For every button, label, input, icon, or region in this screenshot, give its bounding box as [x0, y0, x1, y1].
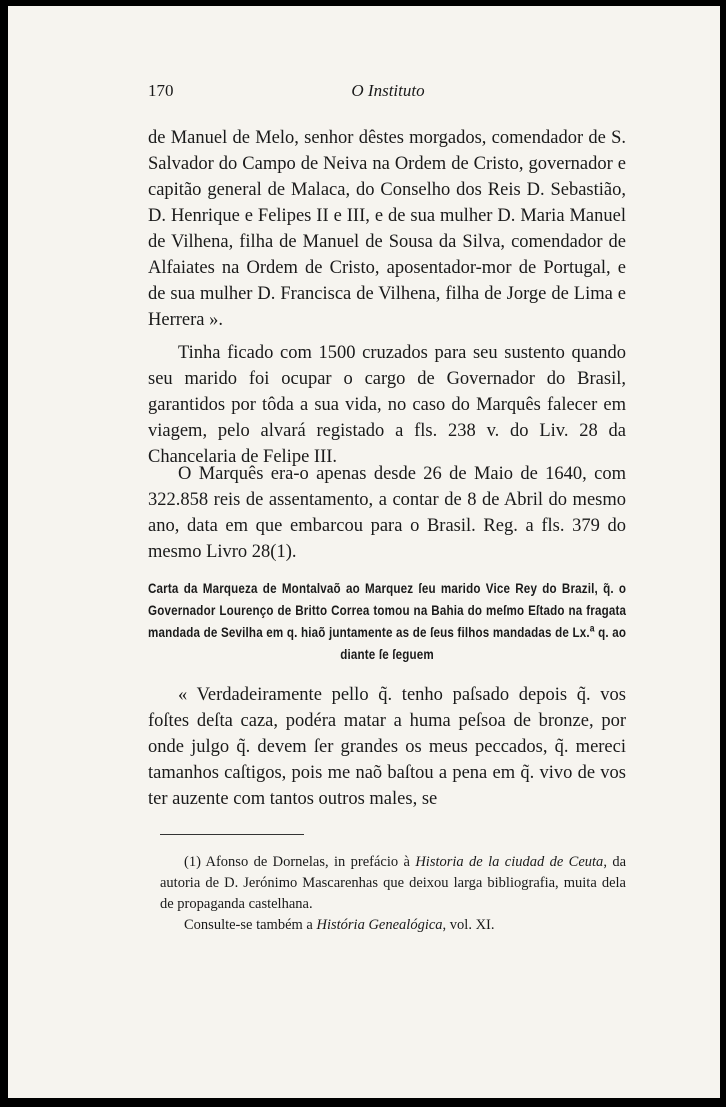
footnotes [160, 852, 626, 936]
letter-quote [148, 682, 626, 812]
paragraph-3-end: . [291, 542, 297, 562]
footnote-2 [160, 915, 626, 936]
book-page [8, 6, 720, 1098]
footnote-1-text-b: , da autoria de D. Jerónimo Mascarenhas que deixou larga bibliografia, muita dela de propaganda castelhana. [160, 854, 627, 912]
page-number: 170 [148, 81, 174, 100]
footnote-1-marker: (1) [184, 854, 201, 870]
paragraph-2-text: Tinha ficado com 1500 cruzados para seu sustento quando seu marido foi ocupar o cargo de Governador do Brasil, garantidos por tôda a sua vida, no caso do Marquês falecer em viagem, pelo alvará registado a fls. 238 v. do Liv. 28 da Chancelaria de Felipe III. [148, 343, 626, 467]
letter-heading [148, 578, 626, 666]
letter-quote-text: « Verdadeiramente pello q̃. tenho paſsado depois q̃. vos foſtes deſta caza, podéra matar a huma peſsoa de bronze, por onde julgo q̃. devem ſer grandes os meus peccados, q̃. mereci tamanhos caſtigos, pois me naõ baſtou a pena em q̃. vivo de vos ter auzente com tantos outros males, se [148, 685, 626, 809]
footnote-1-title: Historia de la ciudad de Ceuta [415, 854, 604, 870]
running-title: O Instituto [351, 81, 425, 100]
footnote-divider [160, 834, 304, 835]
footnote-2-text-b: , vol. XI. [442, 917, 495, 933]
paragraph-2 [148, 340, 626, 470]
letter-heading-sup: a [589, 623, 595, 635]
page-header [148, 81, 628, 105]
paragraph-3-body: O Marquês era-o apenas desde 26 de Maio de 1640, com 322.858 reis de assentamento, a contar de 8 de Abril do mesmo ano, data em que embarcou para o Brasil. Reg. a fls. 379 do mesmo Livro 28 [148, 464, 626, 562]
paragraph-1-text: de Manuel de Melo, senhor dêstes morgados, comendador de S. Salvador do Campo de Neiva na Ordem de Cristo, governador e capitão general de Malaca, do Conselho dos Reis D. Sebastião, D. Henrique e Felipes II e III, e de sua mulher D. Maria Manuel de Vilhena, filha de Manuel de Sousa da Silva, comendador de Alfaiates na Ordem de Cristo, aposentador-mor de Portugal, e de sua mulher D. Francisca de Vilhena, filha de Jorge de Lima e Herrera ». [148, 128, 626, 330]
letter-heading-part2: q. ao diante ſe ſeguem [340, 625, 627, 662]
footnote-2-title: História Genealógica [316, 917, 443, 933]
letter-heading-part1: Carta da Marqueza de Montalvaõ ao Marquez ſeu marido Vice Rey do Brazil, q̃. o Governador Lourenço de Britto Correa tomou na Bahia do meſmo Eſtado na fragata mandada de Sevilha em q. hiaõ juntamente as de ſeus filhos mandadas de Lx. [148, 581, 627, 640]
footnote-2-text-a: Consulte-se também a [184, 917, 317, 933]
footnote-1 [160, 852, 626, 915]
paragraph-3-text [148, 461, 626, 565]
paragraph-3 [148, 461, 626, 565]
paragraph-1 [148, 125, 626, 333]
footnote-1-text-a: Afonso de Dornelas, in prefácio à [200, 854, 416, 870]
footnote-ref-1: (1) [270, 542, 292, 562]
